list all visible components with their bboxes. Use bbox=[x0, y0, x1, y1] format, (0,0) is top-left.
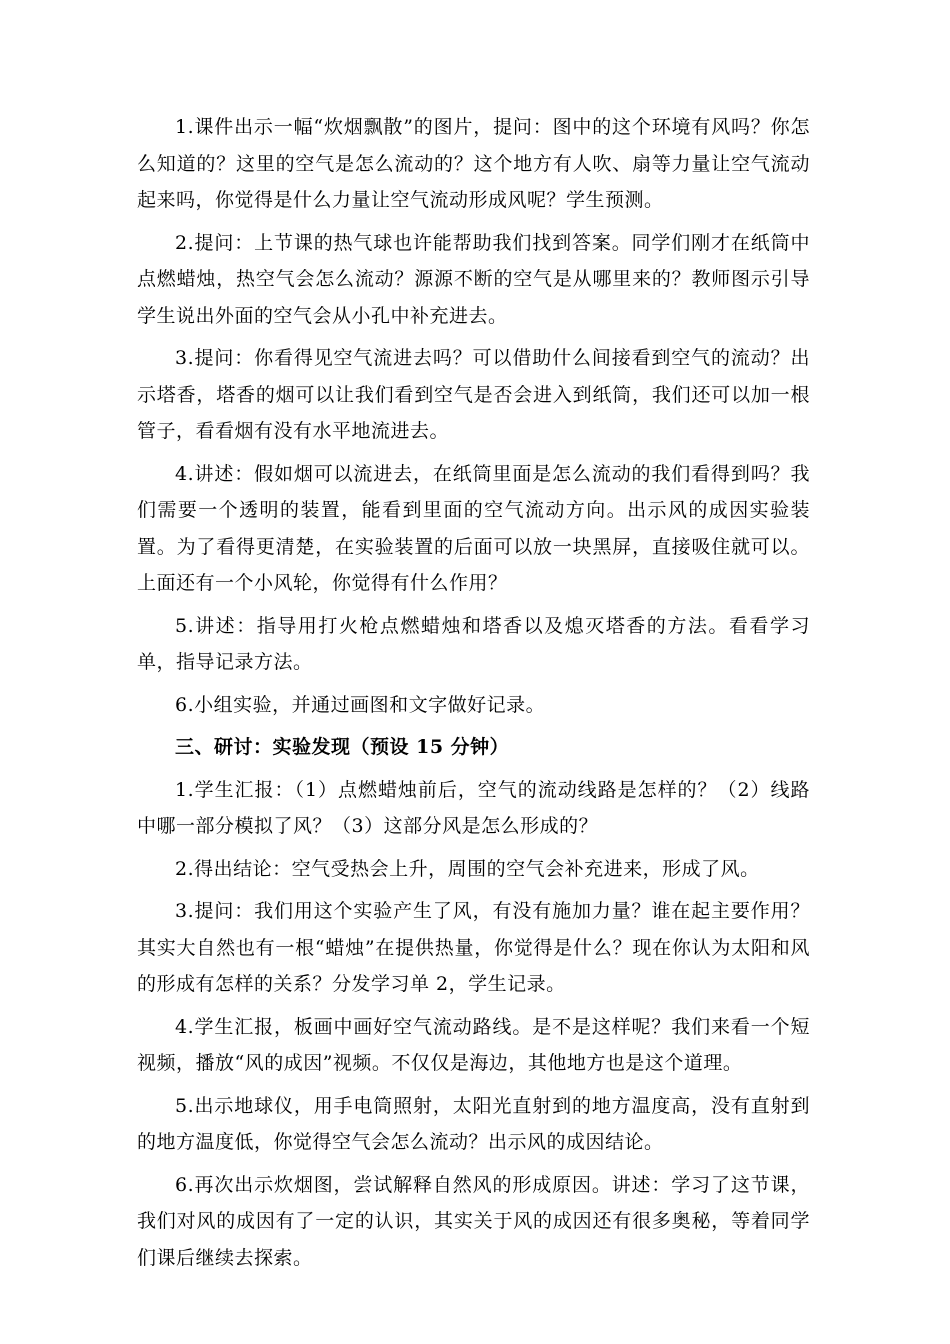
paragraph-step-4-apparatus: 4.讲述：假如烟可以流进去，在纸筒里面是怎么流动的我们看得到吗？我们需要一个透明的装置，能看到里面的空气流动方向。出示风的成因实验装置。为了看得更清楚，在实验装置的后面可以放一块黑屏，直接吸住就可以。上面还有一个小风轮，你觉得有什么作用？ bbox=[137, 462, 810, 594]
paragraph-step-5-instructions: 5.讲述：指导用打火枪点燃蜡烛和塔香以及熄灭塔香的方法。看看学习单，指导记录方法。 bbox=[137, 614, 810, 673]
paragraph-discussion-3-question: 3.提问：我们用这个实验产生了风，有没有施加力量？谁在起主要作用？其实大自然也有一根“蜡烛”在提供热量，你觉得是什么？现在你认为太阳和风的形成有怎样的关系？分发学习单 2，学生记录。 bbox=[137, 900, 810, 995]
paragraph-discussion-5-globe: 5.出示地球仪，用手电筒照射，太阳光直射到的地方温度高，没有直射到的地方温度低，你觉得空气会怎么流动？出示风的成因结论。 bbox=[137, 1094, 810, 1153]
paragraph-discussion-4-video: 4.学生汇报，板画中画好空气流动路线。是不是这样呢？我们来看一个短视频，播放“风的成因”视频。不仅仅是海边，其他地方也是这个道理。 bbox=[137, 1015, 810, 1074]
paragraph-step-6-group-experiment: 6.小组实验，并通过画图和文字做好记录。 bbox=[175, 693, 546, 716]
paragraph-discussion-6-summary: 6.再次出示炊烟图，尝试解释自然风的形成原因。讲述：学习了这节课，我们对风的成因有了一定的认识，其实关于风的成因还有很多奥秘，等着同学们课后继续去探索。 bbox=[137, 1173, 810, 1269]
paragraph-discussion-1-report: 1.学生汇报：（1）点燃蜡烛前后，空气的流动线路是怎样的？（2）线路中哪一部分模拟了风？（3）这部分风是怎么形成的？ bbox=[137, 778, 810, 837]
paragraph-step-2-question: 2.提问：上节课的热气球也许能帮助我们找到答案。同学们刚才在纸筒中点燃蜡烛，热空气会怎么流动？源源不断的空气是从哪里来的？教师图示引导学生说出外面的空气会从小孔中补充进去。 bbox=[137, 231, 810, 327]
paragraph-step-1-picture: 1.课件出示一幅“炊烟飘散”的图片，提问：图中的这个环境有风吗？你怎么知道的？这里的空气是怎么流动的？这个地方有人吹、扇等力量让空气流动起来吗，你觉得是什么力量让空气流动形成风呢？学生预测。 bbox=[137, 116, 810, 211]
paragraph-step-3-incense: 3.提问：你看得见空气流进去吗？可以借助什么间接看到空气的流动？出示塔香，塔香的烟可以让我们看到空气是否会进入到纸筒，我们还可以加一根管子，看看烟有没有水平地流进去。 bbox=[137, 347, 810, 442]
section-heading-discussion: 三、研讨：实验发现（预设 15 分钟） bbox=[175, 736, 510, 758]
document-page bbox=[137, 109, 810, 1282]
paragraph-discussion-2-conclusion: 2.得出结论：空气受热会上升，周围的空气会补充进来，形成了风。 bbox=[175, 857, 760, 880]
